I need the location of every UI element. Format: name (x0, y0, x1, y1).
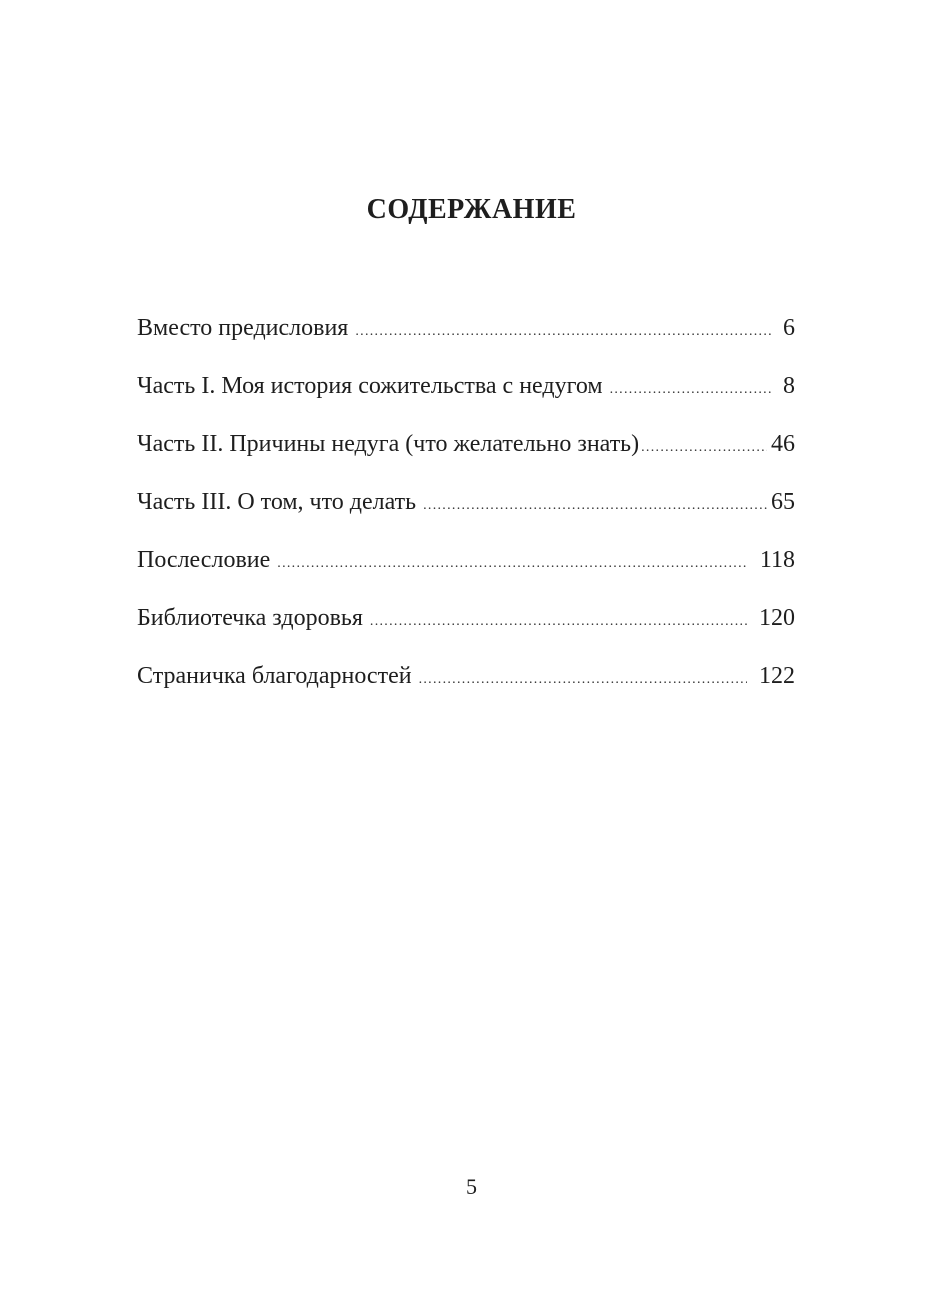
toc-entry[interactable] (137, 308, 795, 366)
toc-entry[interactable] (137, 424, 795, 482)
toc-entry-page: 8 (783, 373, 795, 399)
toc-entry-title: Часть III. О том, что делать (137, 489, 417, 515)
toc-entry[interactable] (137, 540, 795, 598)
toc-entry-title: Вместо предисловия (137, 315, 349, 341)
dot-leader (423, 486, 767, 526)
toc-entry-page: 122 (759, 663, 795, 689)
toc-entry-title: Часть II. Причины недуга (что желательно знать) (137, 431, 640, 457)
table-of-contents (137, 308, 795, 714)
dot-leader (419, 660, 747, 700)
toc-entry-page: 6 (783, 315, 795, 341)
toc-entry-page: 118 (759, 547, 795, 573)
toc-entry[interactable] (137, 366, 795, 424)
toc-entry[interactable] (137, 482, 795, 540)
dot-leader (641, 428, 767, 468)
dot-leader (277, 544, 748, 584)
toc-entry-title: Послесловие (137, 547, 271, 573)
toc-entry-page: 120 (759, 605, 795, 631)
toc-entry-title: Библиотечка здоровья (137, 605, 363, 631)
dot-leader (355, 312, 771, 352)
toc-entry[interactable] (137, 598, 795, 656)
toc-entry-page: 65 (771, 489, 795, 515)
dot-leader (610, 370, 771, 410)
toc-entry-title: Страничка благодарностей (137, 663, 412, 689)
toc-entry-page: 46 (771, 431, 795, 457)
toc-entry-title: Часть I. Моя история сожительства с недугом (137, 373, 603, 399)
toc-entry[interactable] (137, 656, 795, 714)
dot-leader (370, 602, 747, 642)
page-number: 5 (466, 1174, 477, 1199)
page-title: СОДЕРЖАНИЕ (366, 194, 577, 225)
